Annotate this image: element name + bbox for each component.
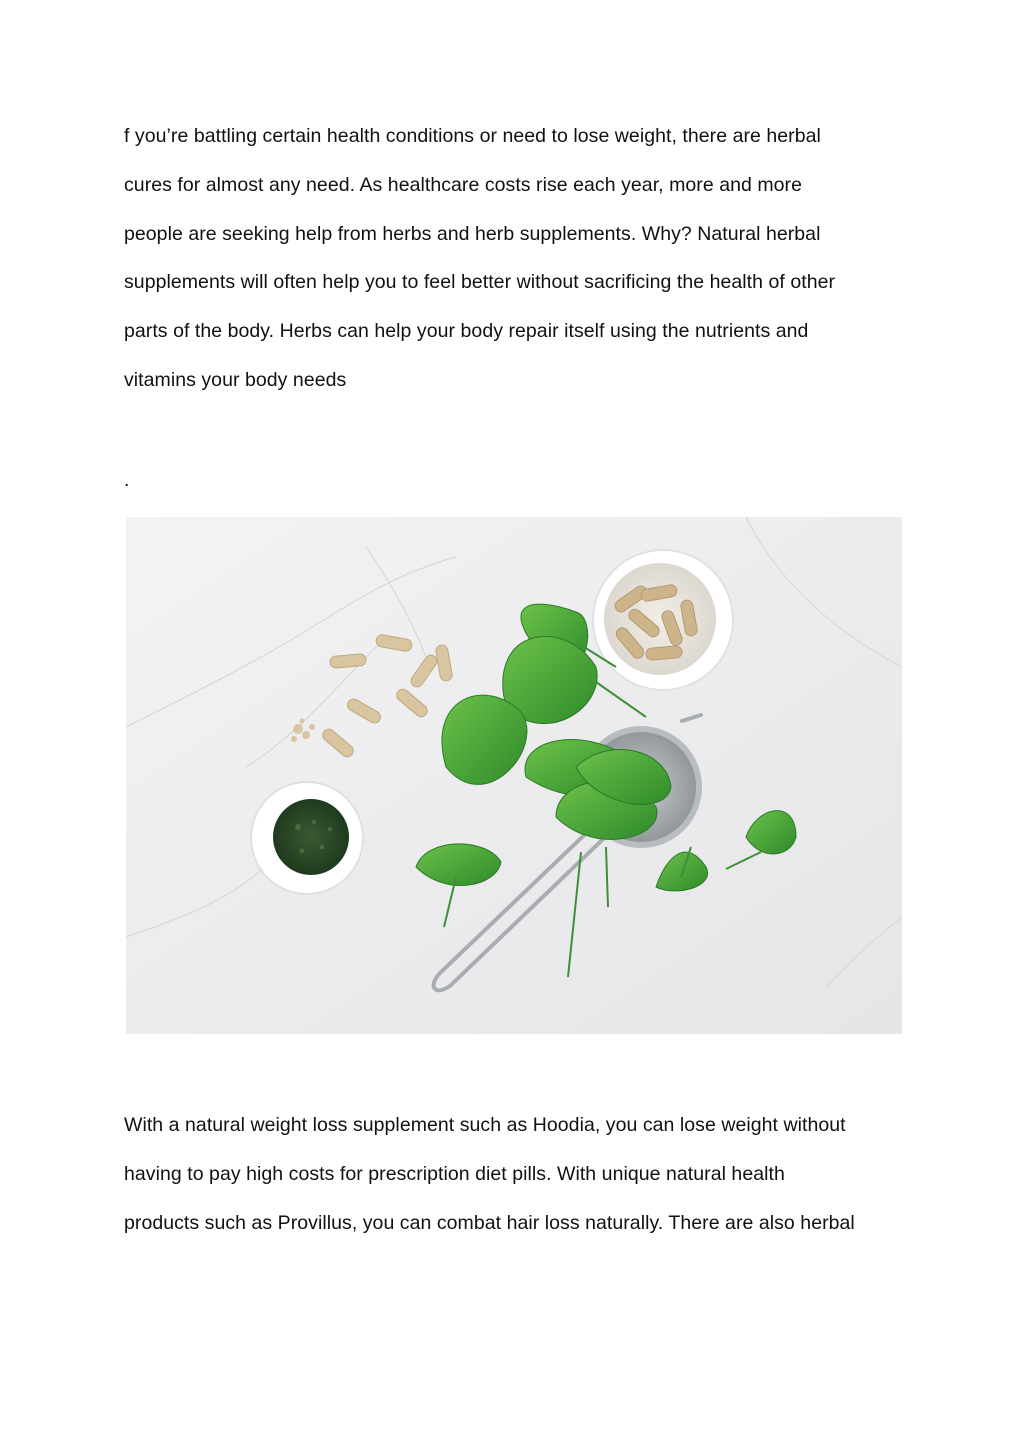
paragraph-2-line-2: having to pay high costs for prescription diet pills. With unique natural health: [124, 1163, 785, 1185]
separator-dot: .: [124, 469, 130, 491]
capsule-bowl: [593, 550, 733, 690]
paragraph-1-line-3: people are seeking help from herbs and herb supplements. Why? Natural herbal: [124, 223, 821, 245]
paragraph-1-line-4: supplements will often help you to feel better without sacrificing the health of other: [124, 271, 836, 293]
paragraph-2-line-3: products such as Provillus, you can combat hair loss naturally. There are also herbal: [124, 1212, 855, 1234]
paragraph-1-line-2: cures for almost any need. As healthcare costs rise each year, more and more: [124, 174, 802, 196]
paragraph-2-line-1: With a natural weight loss supplement such as Hoodia, you can lose weight without: [124, 1114, 846, 1136]
marble-background: [126, 517, 902, 1034]
herbal-supplements-photo: [126, 517, 902, 1034]
paragraph-1-line-6: vitamins your body needs: [124, 369, 347, 391]
paragraph-1-line-5: parts of the body. Herbs can help your body repair itself using the nutrients and: [124, 320, 809, 342]
paragraph-1-line-1: f you’re battling certain health conditions or need to lose weight, there are herbal: [124, 125, 821, 147]
dried-herb-bowl: [251, 782, 363, 894]
